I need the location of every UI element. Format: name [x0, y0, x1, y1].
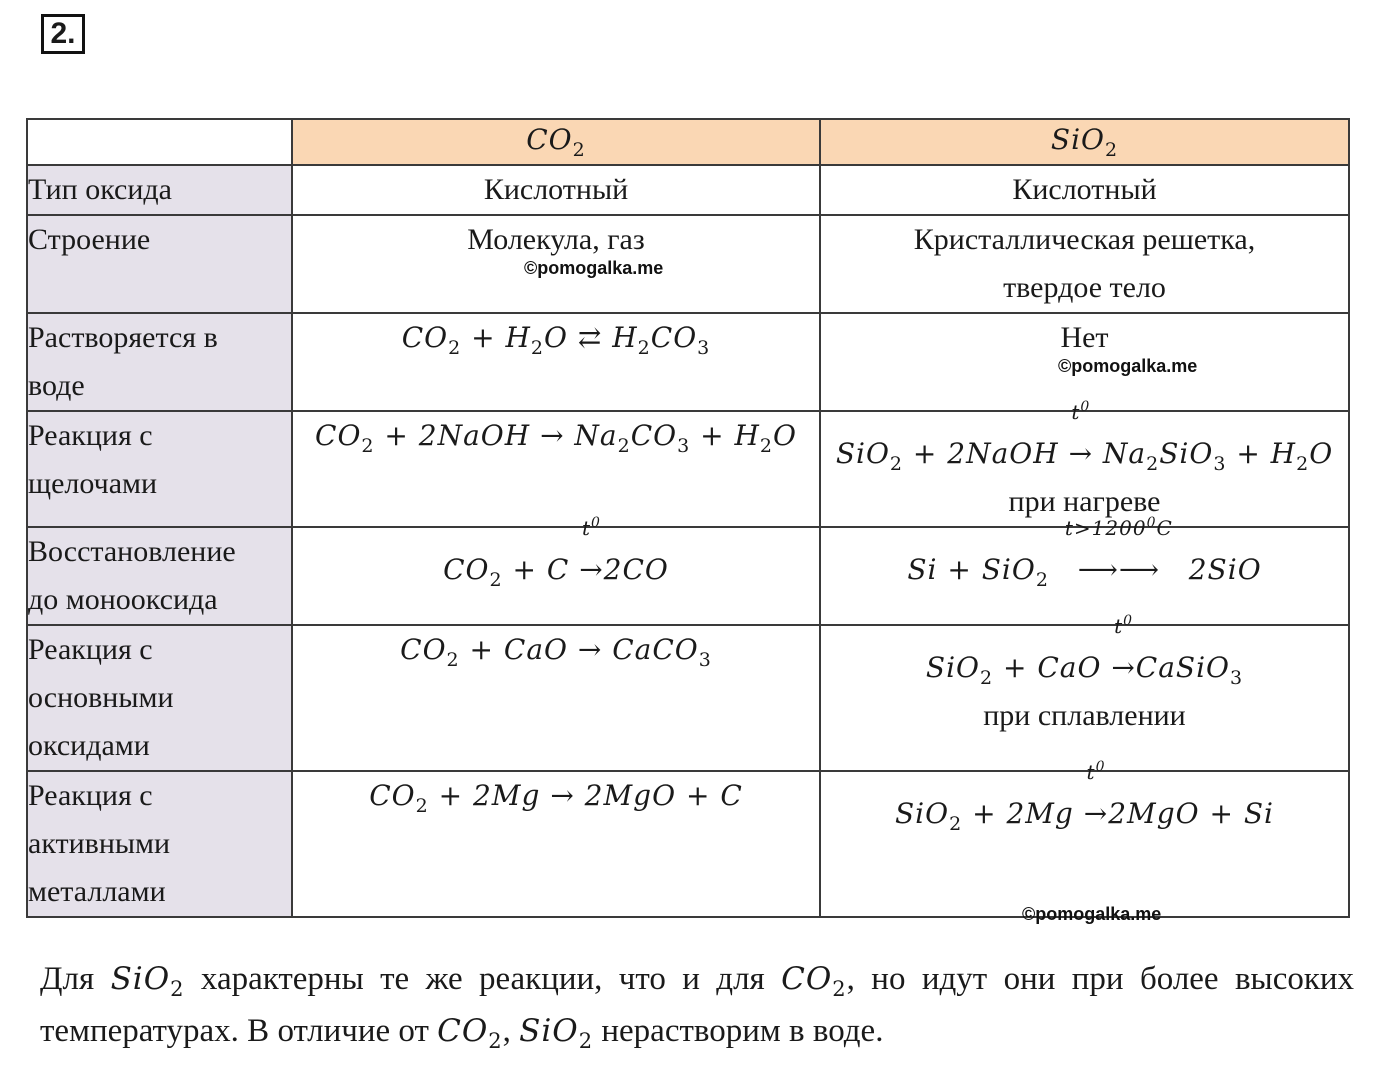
row-label-structure: Строение [27, 215, 292, 313]
table-row [27, 411, 1349, 527]
co2-alkali-equation: $CO_2$ + 2NaOH → $Na_2CO_3 + H_2O$ [292, 411, 820, 527]
co2-water-equation: $CO_2 + H_2O$ ⇄ $H_2CO_3$ [292, 313, 820, 411]
row-label-oxide-type: Тип оксида [27, 165, 292, 215]
watermark: ©pomogalka.me [1022, 904, 1162, 924]
sio2-metal-equation: SiO$_2$ + 2Mg $t^0$ →2MgO + Si ©pomogalka.me [820, 771, 1349, 917]
co2-basic-oxide-equation: $CO_2$ + CaO → CaCO$_3$ [292, 625, 820, 771]
table-row [27, 165, 1349, 215]
row-label-alkali: Реакция с щелочами [27, 411, 292, 527]
sio2-oxide-type: Кислотный [820, 165, 1349, 215]
header-sio2: SiO$_2$ [820, 119, 1349, 165]
co2-oxide-type: Кислотный [292, 165, 820, 215]
co2-metal-equation: $CO_2 + 2Mg \to 2MgO + C$ [292, 771, 820, 917]
sio2-water: Нет ©pomogalka.me [820, 313, 1349, 411]
row-label-reduction: Восстановление до монооксида [27, 527, 292, 625]
comparison-table [26, 118, 1350, 924]
sio2-basic-oxide-equation: SiO$_2$ + CaO $t^0$ →CaSiO$_3$ при сплавлении [820, 625, 1349, 771]
table-row [27, 313, 1349, 411]
conclusion-paragraph: Для SiO$_2$ характерны те же реакции, что и для $CO_2$, но идут они при более высоких температурах. В отличие от $CO_2$, SiO$_2$ нерастворим в воде. [40, 961, 1355, 1053]
watermark: ©pomogalka.me [524, 258, 664, 278]
header-empty-cell [27, 119, 292, 165]
row-label-water: Растворяется в воде [27, 313, 292, 411]
sio2-alkali-equation: SiO$_2$ + 2NaOH $t^0$ → $Na_2SiO_3 + H_2O$ при нагреве [820, 411, 1349, 527]
co2-reduction-equation: $CO_2 + C$ $t^0$ →2CO [292, 527, 820, 625]
row-label-basic-oxides: Реакция с основными оксидами [27, 625, 292, 771]
row-label-metals: Реакция с активными металлами [27, 771, 292, 917]
table-row [27, 625, 1349, 771]
sio2-structure: Кристаллическая решетка, твердое тело [820, 215, 1349, 313]
co2-structure: Молекула, газ ©pomogalka.me [292, 215, 820, 313]
task-number: 2. [41, 14, 85, 54]
table-row [27, 527, 1349, 625]
table-row [27, 771, 1349, 917]
table-row [27, 215, 1349, 313]
watermark: ©pomogalka.me [1058, 356, 1198, 376]
sio2-reduction-equation: Si + SiO$_2$ $t>1200^0C$ ⟶⟶ 2SiO [820, 527, 1349, 625]
table-header-row [27, 119, 1349, 165]
header-co2: $CO_2$ [292, 119, 820, 165]
